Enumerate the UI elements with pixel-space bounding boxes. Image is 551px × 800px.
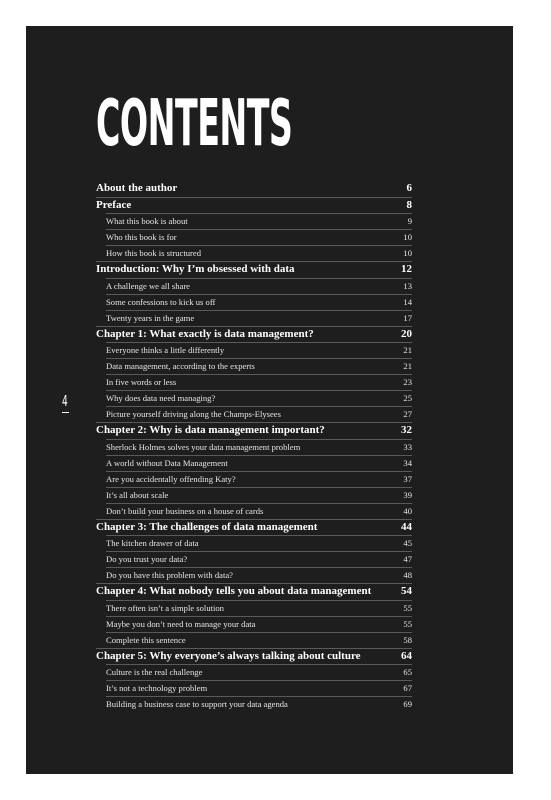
toc-entry-page: 64 bbox=[401, 649, 412, 662]
toc-entry-page: 6 bbox=[406, 182, 412, 195]
toc-entry-page: 54 bbox=[401, 585, 412, 598]
toc-section-row bbox=[96, 535, 412, 551]
toc-entry-title: Are you accidentally offending Katy? bbox=[106, 473, 236, 484]
toc-entry-title: Twenty years in the game bbox=[106, 312, 195, 323]
toc-entry-page: 55 bbox=[403, 618, 412, 629]
toc-entry-page: 44 bbox=[401, 520, 412, 533]
toc-entry-page: 17 bbox=[403, 312, 412, 323]
toc-entry-title: A challenge we all share bbox=[106, 280, 190, 291]
toc-section-row bbox=[96, 374, 412, 390]
toc-entry-page: 58 bbox=[403, 634, 412, 645]
toc-entry-page: 67 bbox=[403, 683, 412, 693]
toc-section-row bbox=[96, 213, 412, 229]
toc-entry-page: 65 bbox=[403, 667, 412, 677]
toc-entry-page: 55 bbox=[403, 602, 412, 613]
toc-entry-title: Chapter 5: Why everyone’s always talking about culture bbox=[96, 649, 361, 662]
page-number-rule bbox=[62, 412, 69, 413]
toc-entry-title: In five words or less bbox=[106, 377, 177, 387]
toc-entry-page: 32 bbox=[401, 424, 412, 437]
toc-entry-title: Don’t build your business on a house of cards bbox=[106, 505, 264, 516]
toc-section-row bbox=[96, 455, 412, 471]
toc-entry-page: 21 bbox=[403, 345, 412, 355]
toc-entry-page: 21 bbox=[403, 361, 412, 371]
toc-entry-page: 10 bbox=[403, 232, 412, 242]
toc-entry-page: 25 bbox=[403, 393, 412, 403]
toc-entry-page: 12 bbox=[401, 263, 412, 276]
toc-section-row bbox=[96, 567, 412, 583]
toc-section-row bbox=[96, 294, 412, 310]
toc-entry-page: 39 bbox=[403, 489, 412, 500]
book-page bbox=[26, 26, 513, 774]
toc-entry-title: About the author bbox=[96, 182, 178, 195]
toc-section-row bbox=[96, 342, 412, 358]
toc-entry-title: It’s not a technology problem bbox=[106, 683, 208, 693]
toc-entry-page: 27 bbox=[403, 409, 412, 419]
toc-section-row bbox=[96, 229, 412, 245]
toc-section-row bbox=[96, 278, 412, 294]
toc-chapter-row bbox=[96, 261, 412, 278]
toc-entry-title: Sherlock Holmes solves your data management problem bbox=[106, 441, 301, 452]
toc-entry-title: Maybe you don’t need to manage your data bbox=[106, 618, 256, 629]
toc-entry-title: Data management, according to the experts bbox=[106, 361, 255, 371]
toc-entry-title: Everyone thinks a little differently bbox=[106, 345, 225, 355]
toc-chapter-row bbox=[96, 180, 412, 197]
toc-entry-title: There often isn’t a simple solution bbox=[106, 602, 224, 613]
toc-entry-page: 45 bbox=[403, 538, 412, 548]
toc-entry-page: 23 bbox=[403, 377, 412, 387]
toc-entry-title: Picture yourself driving along the Champs-Elysees bbox=[106, 409, 281, 419]
toc-entry-title: What this book is about bbox=[106, 216, 188, 226]
toc-entry-page: 20 bbox=[401, 327, 412, 340]
page-title: CONTENTS bbox=[96, 87, 293, 161]
toc-entry-title: Building a business case to support your data agenda bbox=[106, 699, 288, 709]
toc-entry-title: Do you have this problem with data? bbox=[106, 570, 233, 580]
toc-entry-page: 69 bbox=[403, 699, 412, 709]
toc-entry-title: Complete this sentence bbox=[106, 634, 186, 645]
toc-section-row bbox=[96, 245, 412, 261]
toc-entry-page: 33 bbox=[403, 441, 412, 452]
toc-entry-title: Chapter 4: What nobody tells you about data management bbox=[96, 585, 372, 598]
toc-entry-page: 10 bbox=[403, 248, 412, 258]
toc-entry-title: Culture is the real challenge bbox=[106, 667, 203, 677]
toc-chapter-row bbox=[96, 519, 412, 536]
toc-entry-title: Chapter 1: What exactly is data management? bbox=[96, 327, 314, 340]
toc-entry-page: 34 bbox=[403, 457, 412, 468]
toc-entry-page: 13 bbox=[403, 280, 412, 291]
toc-section-row bbox=[96, 503, 412, 519]
toc-entry-title: Some confessions to kick us off bbox=[106, 296, 216, 307]
toc-chapter-row bbox=[96, 583, 412, 600]
toc-entry-page: 40 bbox=[403, 505, 412, 516]
toc-section-row bbox=[96, 439, 412, 455]
toc-chapter-row bbox=[96, 326, 412, 343]
toc-entry-page: 47 bbox=[403, 554, 412, 564]
toc-chapter-row bbox=[96, 648, 412, 665]
toc-entry-title: Why does data need managing? bbox=[106, 393, 216, 403]
toc-section-row bbox=[96, 632, 412, 648]
toc-entry-page: 37 bbox=[403, 473, 412, 484]
toc-entry-title: The kitchen drawer of data bbox=[106, 538, 199, 548]
toc-section-row bbox=[96, 310, 412, 326]
page-number: 4 bbox=[62, 392, 68, 410]
toc-section-row bbox=[96, 487, 412, 503]
toc-section-row bbox=[96, 600, 412, 616]
toc-entry-title: Chapter 2: Why is data management important? bbox=[96, 424, 325, 437]
toc-section-row bbox=[96, 696, 412, 712]
toc-section-row bbox=[96, 390, 412, 406]
toc-entry-title: Chapter 3: The challenges of data management bbox=[96, 520, 318, 533]
toc-chapter-row bbox=[96, 422, 412, 439]
toc-entry-title: A world without Data Management bbox=[106, 457, 228, 468]
toc-entry-title: How this book is structured bbox=[106, 248, 202, 258]
toc-entry-title: Do you trust your data? bbox=[106, 554, 188, 564]
toc-entry-page: 14 bbox=[403, 296, 412, 307]
table-of-contents bbox=[96, 180, 412, 712]
toc-entry-title: Introduction: Why I’m obsessed with data bbox=[96, 263, 295, 276]
toc-section-row bbox=[96, 664, 412, 680]
toc-entry-page: 8 bbox=[406, 198, 412, 211]
toc-section-row bbox=[96, 406, 412, 422]
toc-entry-title: Preface bbox=[96, 198, 132, 211]
toc-section-row bbox=[96, 471, 412, 487]
toc-entry-title: Who this book is for bbox=[106, 232, 177, 242]
toc-entry-page: 9 bbox=[407, 216, 412, 226]
toc-section-row bbox=[96, 616, 412, 632]
toc-section-row bbox=[96, 358, 412, 374]
toc-chapter-row bbox=[96, 197, 412, 214]
toc-section-row bbox=[96, 551, 412, 567]
toc-section-row bbox=[96, 680, 412, 696]
toc-entry-page: 48 bbox=[403, 570, 412, 580]
toc-entry-title: It’s all about scale bbox=[106, 489, 169, 500]
